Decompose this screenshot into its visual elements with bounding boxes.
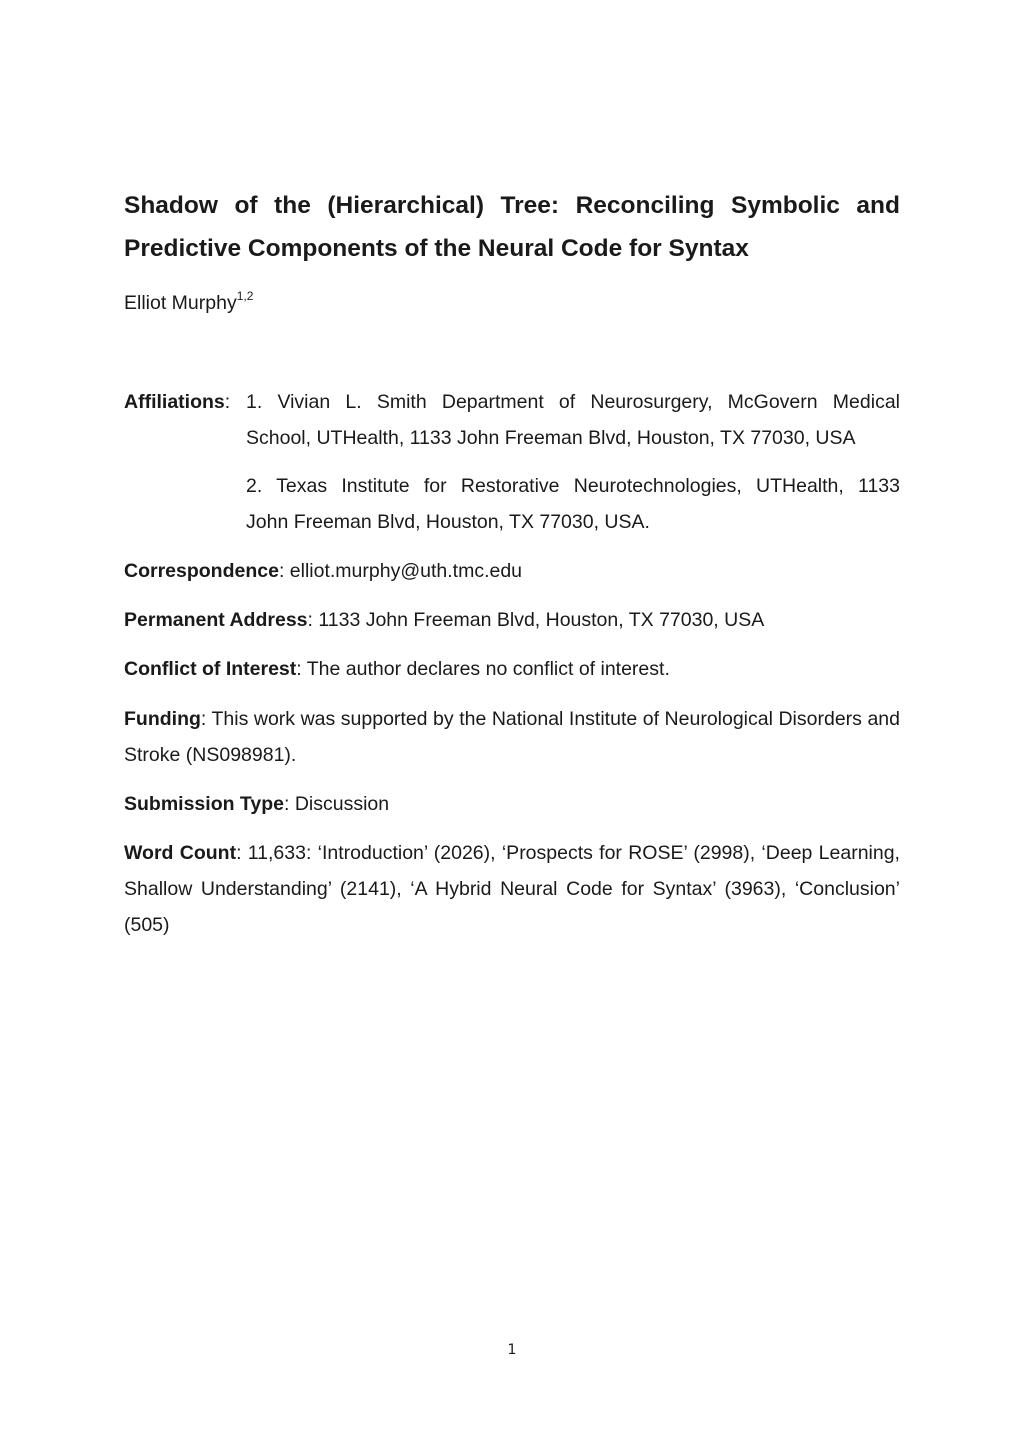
affiliations-colon: : <box>224 391 231 413</box>
conflict-of-interest-value: : The author declares no conflict of interest. <box>296 658 670 680</box>
affiliation-1 <box>246 384 900 456</box>
author-line <box>124 289 253 317</box>
funding-value: : This work was supported by the National Institute of Neurological Disorders and Stroke (NS098981). <box>124 708 900 766</box>
permanent-address-label: Permanent Address <box>124 609 308 631</box>
permanent-address <box>124 602 900 638</box>
permanent-address-value: : 1133 John Freeman Blvd, Houston, TX 77030, USA <box>307 609 765 631</box>
submission-type <box>124 786 900 822</box>
conflict-of-interest-label: Conflict of Interest <box>124 658 297 680</box>
author-name: Elliot Murphy <box>124 292 237 314</box>
affiliation-1-line-1: 1. Vivian L. Smith Department of Neurosurgery, McGovern Medical <box>246 391 900 413</box>
affiliation-2-line-1: 2. Texas Institute for Restorative Neurotechnologies, UTHealth, 1133 <box>246 475 900 497</box>
word-count-label: Word Count <box>124 842 237 864</box>
word-count <box>124 835 900 943</box>
conflict-of-interest <box>124 651 900 687</box>
paper-title: Shadow of the (Hierarchical) Tree: Reconciling Symbolic and Predictive Components of the Neural Code for Syntax <box>124 192 900 262</box>
correspondence-label: Correspondence <box>124 560 279 582</box>
affiliation-2 <box>246 468 900 540</box>
submission-type-value: : Discussion <box>284 793 390 815</box>
funding-label: Funding <box>124 708 201 730</box>
submission-type-label: Submission Type <box>124 793 284 815</box>
funding <box>124 701 900 773</box>
affiliations-heading: Affiliations <box>124 391 225 413</box>
word-count-value: : 11,633: ‘Introduction’ (2026), ‘Prospects for ROSE’ (2998), ‘Deep Learning, Shallow Understanding’ (2141), ‘A Hybrid Neural Code for Syntax’ (3963), ‘Conclusion’ (505) <box>124 842 900 936</box>
correspondence <box>124 553 900 589</box>
page-number: 1 <box>507 1342 517 1358</box>
affiliations-label <box>124 384 230 420</box>
correspondence-email: : elliot.murphy@uth.tmc.edu <box>278 560 523 582</box>
affiliation-2-line-2: John Freeman Blvd, Houston, TX 77030, USA. <box>246 511 650 533</box>
author-affiliation-marks: 1,2 <box>236 288 254 303</box>
affiliation-1-line-2: School, UTHealth, 1133 John Freeman Blvd, Houston, TX 77030, USA <box>246 427 856 449</box>
